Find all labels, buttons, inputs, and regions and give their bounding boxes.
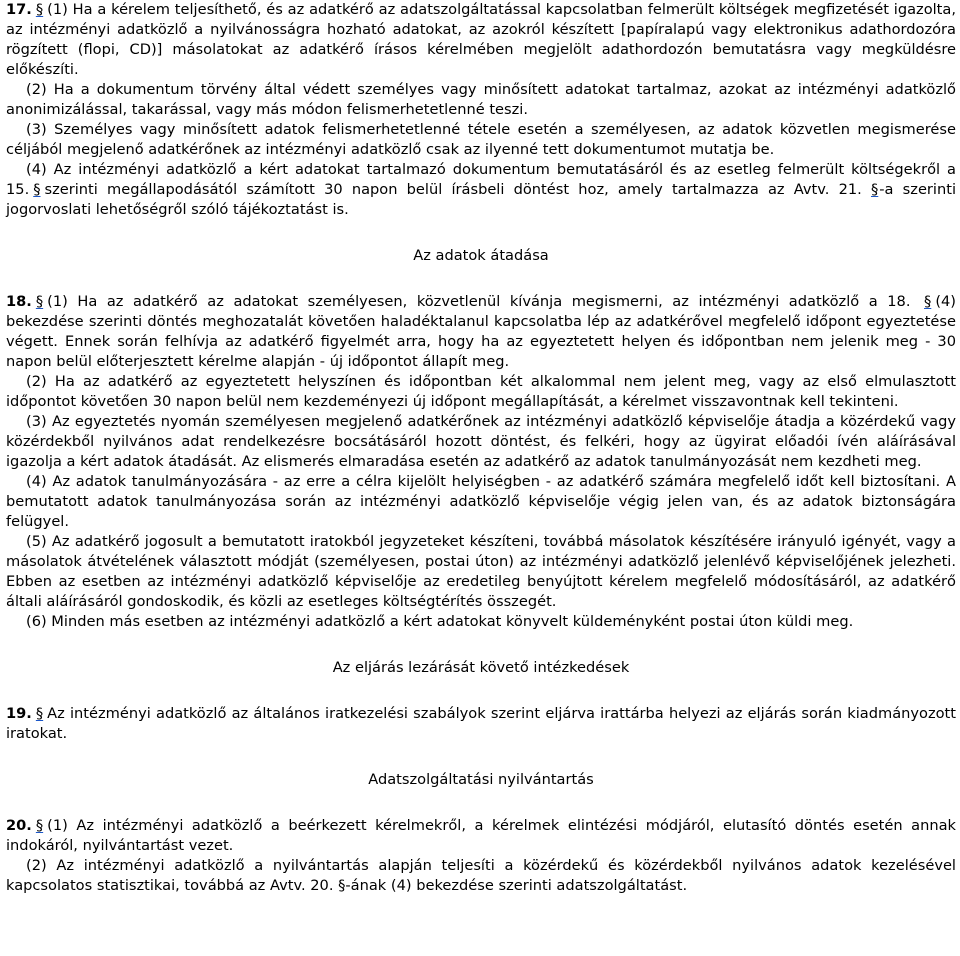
section-17-paragraph-2: (2) Ha a dokumentum törvény által védett személyes vagy minősített adatokat tartalmaz, azokat az intézményi adatközlő anonimizálással, takarással, vagy más módon felismerhetetlenné teszi.	[6, 81, 956, 118]
heading-closing-measures: Az eljárás lezárását követő intézkedések	[332, 659, 630, 676]
paragraph-text: (1) Ha a kérelem teljesíthető, és az adatkérő az adatszolgáltatással kapcsolatban felmerült költségek megfizetését igazolta, az intézményi adatközlő a nyilvánosságra hozható adatokat, az azokról készített [papíralapú vagy elektronikus adathordozóra rögzített (flopi, CD)] másolatokat az adatkérő írásos kérelmében megjelölt adathordozón bemutatásra vagy megküldésre előkészíti.	[6, 1, 956, 78]
section-18-paragraph-2: (2) Ha az adatkérő az egyeztetett helyszínen és időpontban két alkalommal nem jelent meg, vagy az első elmulasztott időpontot követően 30 napon belül nem kezdeményezi új időpont megállapítását, a kérelmet visszavontnak kell tekinteni.	[6, 373, 956, 410]
heading-data-registry: Adatszolgáltatási nyilvántartás	[368, 771, 594, 788]
section-number: 18.	[6, 293, 32, 310]
heading-data-transfer: Az adatok átadása	[413, 247, 549, 264]
section-sign: §	[35, 1, 44, 18]
paragraph-text: -a szerinti jogorvoslati lehetőségről szóló tájékoztatást is.	[6, 181, 957, 218]
section-19-paragraph-1	[6, 704, 956, 744]
section-18-paragraph-4: (4) Az adatok tanulmányozására - az erre a célra kijelölt helyiségben - az adatkérő számára megfelelő időt kell biztosítani. A bemutatott adatok tanulmányozása során az intézményi adatközlő képviselője végig jelen van, és az adatok biztonságára felügyel.	[6, 473, 956, 530]
section-number: 20.	[6, 817, 32, 834]
section-18-paragraph-6: (6) Minden más esetben az intézményi adatközlő a kért adatokat könyvelt küldeményként postai úton küldi meg.	[26, 613, 854, 630]
section-sign: §	[924, 293, 932, 310]
section-20-paragraph-2: (2) Az intézményi adatközlő a nyilvántartás alapján teljesíti a közérdekű és közérdekből nyilvános adatok kezelésével kapcsolatos statisztikai, továbbá az Avtv. 20. §-ának (4) bekezdése szerinti adatszolgáltatást.	[6, 857, 956, 894]
paragraph-text: (1) Az intézményi adatközlő a beérkezett kérelmekről, a kérelmek elintézési módjáról, elutasító döntés esetén annak indokáról, nyilvántartást vezet.	[6, 817, 956, 854]
paragraph-text: (4) bekezdése szerinti döntés meghozatalát követően haladéktalanul kapcsolatba lép az adatkérővel megfelelő időpont egyeztetése végett. Ennek során felhívja az adatkérő figyelmét arra, hogy ha az egyeztetett helyen és időpontban nem jelenik meg - 30 napon belül előterjesztett kérelme alapján - új időpontot állapít meg.	[6, 293, 956, 370]
paragraph-text: (1) Ha az adatkérő az adatokat személyesen, közvetlenül kívánja megismerni, az intézményi adatközlő a 18.	[47, 293, 911, 310]
section-sign: §	[870, 181, 879, 198]
paragraph-text: szerinti megállapodásától számított 30 napon belül írásbeli döntést hoz, amely tartalmazza az Avtv. 21.	[44, 181, 862, 198]
section-sign: §	[35, 817, 44, 834]
section-number: 19.	[6, 705, 32, 722]
section-sign: §	[35, 705, 44, 722]
section-18-paragraph-5: (5) Az adatkérő jogosult a bemutatott iratokból jegyzeteket készíteni, továbbá másolatok készítésére irányuló igényét, vagy a másolatok átvételének választott módját (személyesen, postai úton) az intézményi adatközlő jelenlévő képviselőjének jelezheti. Ebben az esetben az intézményi adatközlő képviselője az eredetileg benyújtott kérelem megfelelő módosításáról, az adatkérő általi aláírásáról gondoskodik, és közli az esetleges költségtérítés összegét.	[6, 533, 956, 610]
section-number: 17.	[6, 1, 32, 18]
section-17-paragraph-3: (3) Személyes vagy minősített adatok felismerhetetlenné tétele esetén a személyesen, az adatok közvetlen megismerése céljából megjelenő adatkérőnek az intézményi adatközlő csak az ilyenné tett dokumentumot mutatja be.	[6, 121, 956, 158]
section-18-paragraph-1	[6, 292, 956, 372]
section-sign: §	[33, 181, 41, 198]
section-20-paragraph-1	[6, 816, 956, 856]
section-sign: §	[35, 293, 44, 310]
section-17-paragraph-4	[6, 160, 956, 220]
paragraph-text: (4) Az intézményi adatközlő a kért adatokat tartalmazó dokumentum bemutatásáról és az esetleg felmerült költségekről a 15.	[6, 161, 956, 198]
section-18-paragraph-3: (3) Az egyeztetés nyomán személyesen megjelenő adatkérőnek az intézményi adatközlő képviselője átadja a közérdekű vagy közérdekből nyilvános adat rendelkezésre bocsátásáról hozott döntést, és felkéri, hogy az ügyirat előadói ívén aláírásával igazolja a kért adatok átadását. Az elismerés elmaradása esetén az adatkérő az adatok tanulmányozását nem kezdheti meg.	[6, 413, 956, 470]
paragraph-text: Az intézményi adatközlő az általános iratkezelési szabályok szerint eljárva irattárba helyezi az eljárás során kiadmányozott iratokat.	[6, 705, 956, 742]
section-17-paragraph-1	[6, 0, 956, 80]
